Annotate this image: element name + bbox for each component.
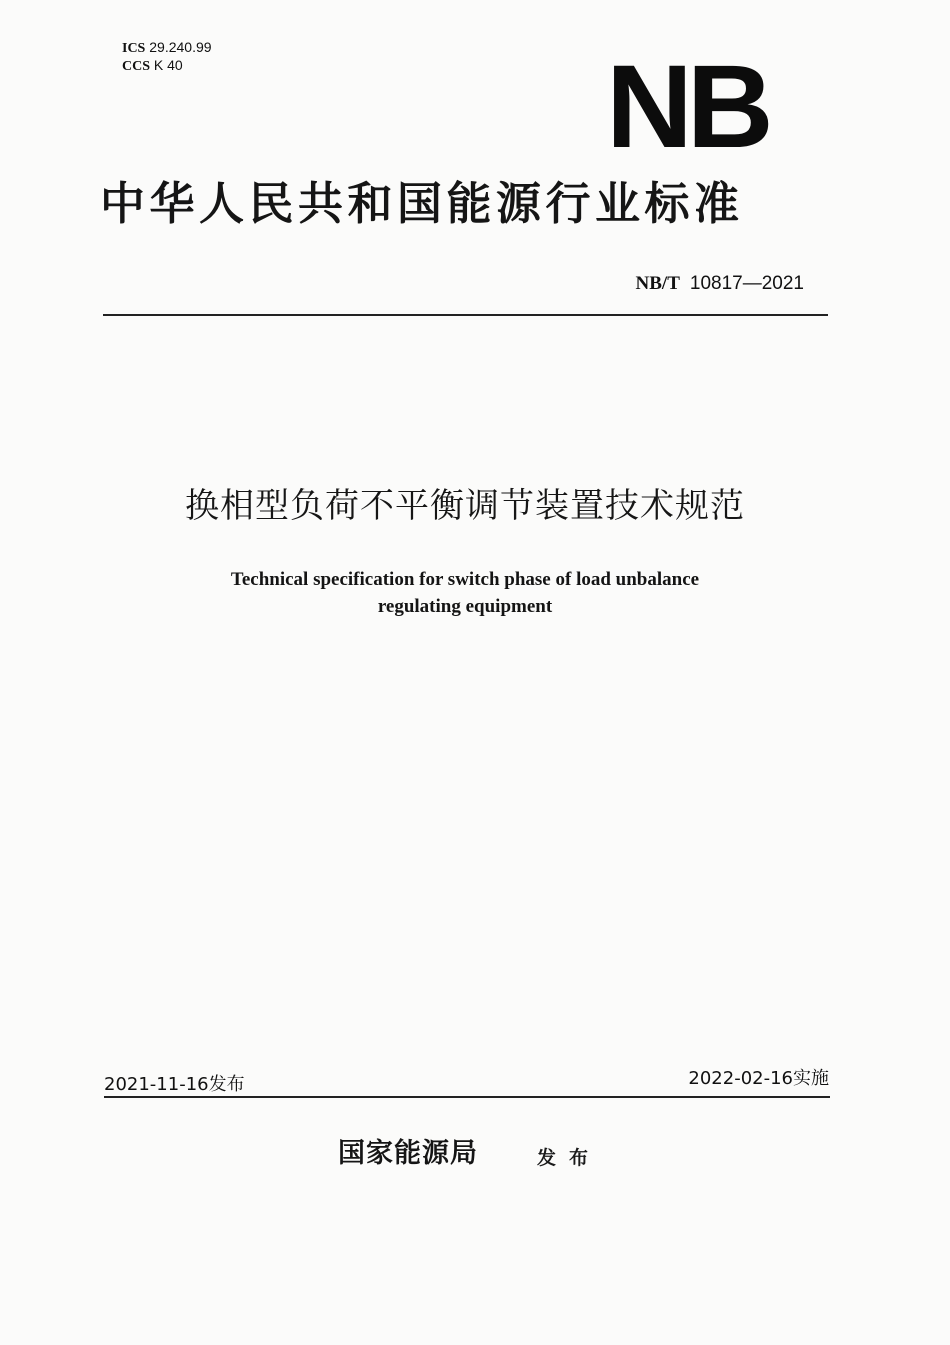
document-title-en-line2: regulating equipment <box>377 596 553 617</box>
standard-number <box>636 272 804 296</box>
ics-label: ICS <box>122 41 146 56</box>
standard-number-value: 10817—2021 <box>689 273 804 294</box>
ccs-value: K 40 <box>153 57 183 73</box>
top-divider <box>103 314 828 316</box>
issue-date: 2021-11-16发布 <box>104 1074 245 1095</box>
nb-logo: NB <box>606 41 768 173</box>
standard-category-title: 中华人民共和国能源行业标准 <box>100 177 744 230</box>
document-title-en-line1: Technical specification for switch phase of load unbalance <box>230 569 700 590</box>
publisher-name: 国家能源局 <box>338 1138 478 1169</box>
effective-date: 2022-02-16实施 <box>688 1068 829 1089</box>
ccs-label: CCS <box>122 59 151 74</box>
document-title-cn: 换相型负荷不平衡调节装置技术规范 <box>185 486 745 526</box>
classification-codes <box>122 39 212 75</box>
ics-value: 29.240.99 <box>149 39 212 55</box>
standard-number-prefix: NB/T <box>635 273 680 294</box>
ics-code <box>122 39 212 57</box>
ccs-code <box>122 57 212 75</box>
bottom-divider <box>104 1096 830 1098</box>
document-title-en <box>0 566 930 620</box>
publish-label: 发布 <box>537 1147 602 1169</box>
